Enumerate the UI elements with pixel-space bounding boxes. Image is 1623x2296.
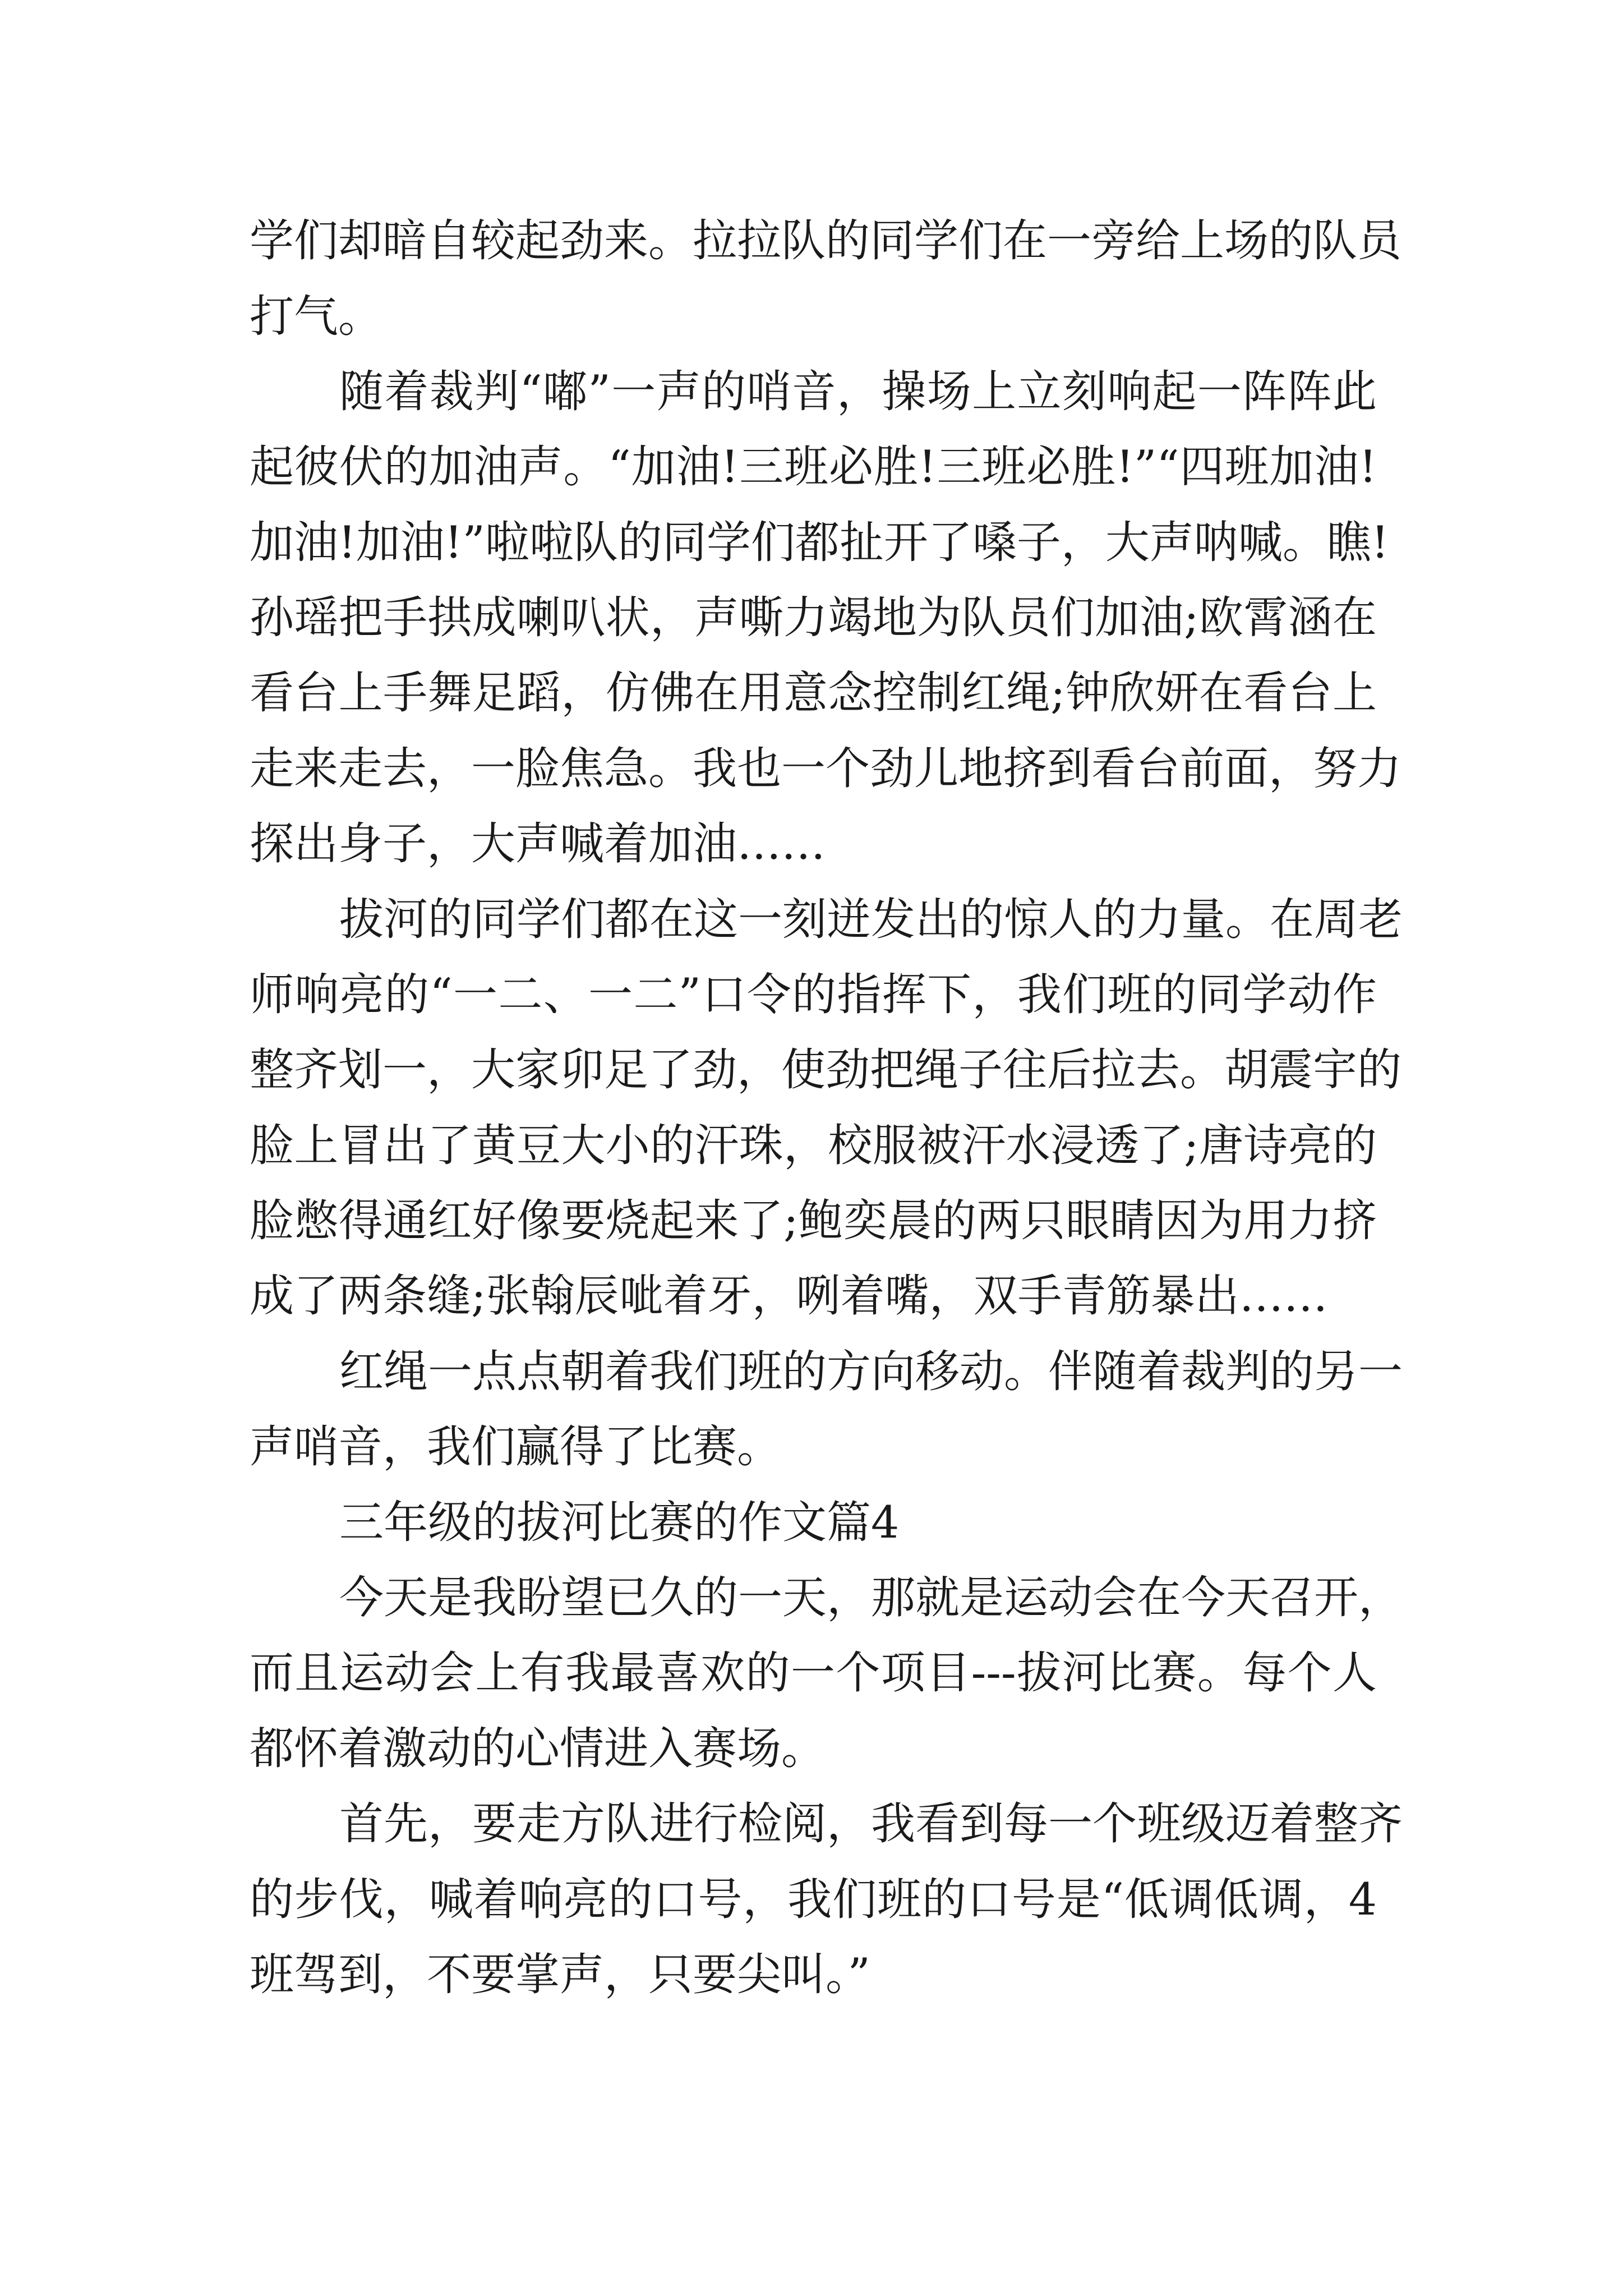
text-line: 成了两条缝;张翰辰呲着牙，咧着嘴，双手青筋暴出…… [250, 1270, 1328, 1322]
text-line: 的步伐，喊着响亮的口号，我们班的口号是“低调低调，4 [250, 1874, 1377, 1925]
paragraph-start-line: 红绳一点点朝着我们班的方向移动。伴随着裁判的另一 [339, 1346, 1403, 1397]
text-line: 走来走去，一脸焦急。我也一个劲儿地挤到看台前面，努力 [250, 743, 1401, 794]
text-line: 声哨音，我们赢得了比赛。 [250, 1421, 781, 1473]
text-line: 加油!加油!”啦啦队的同学们都扯开了嗓子，大声呐喊。瞧! [250, 517, 1389, 568]
paragraph-start-line: 拔河的同学们都在这一刻迸发出的惊人的力量。在周老 [339, 894, 1403, 945]
text-line: 班驾到，不要掌声，只要尖叫。” [250, 1949, 870, 2000]
text-line: 打气。 [250, 291, 382, 342]
text-line: 孙瑶把手拱成喇叭状，声嘶力竭地为队员们加油;欧霄涵在 [250, 592, 1377, 643]
text-line: 探出身子，大声喊着加油…… [250, 818, 826, 869]
paragraph-start-line: 首先，要走方队进行检阅，我看到每一个班级迈着整齐 [339, 1798, 1403, 1849]
section-heading: 三年级的拔河比赛的作文篇4 [339, 1497, 900, 1548]
text-line: 脸憋得通红好像要烧起来了;鲍奕晨的两只眼睛因为用力挤 [250, 1195, 1377, 1246]
text-line: 看台上手舞足蹈，仿佛在用意念控制红绳;钟欣妍在看台上 [250, 667, 1377, 719]
text-line: 都怀着激动的心情进入赛场。 [250, 1723, 826, 1774]
text-line: 起彼伏的加油声。“加油!三班必胜!三班必胜!”“四班加油! [250, 441, 1377, 493]
text-line: 脸上冒出了黄豆大小的汗珠，校服被汗水浸透了;唐诗亮的 [250, 1120, 1377, 1171]
text-line: 师响亮的“一二、一二”口令的指挥下，我们班的同学动作 [250, 969, 1377, 1020]
text-line: 整齐划一，大家卯足了劲，使劲把绳子往后拉去。胡震宇的 [250, 1044, 1401, 1096]
paragraph-start-line: 随着裁判“嘟”一声的哨音，操场上立刻响起一阵阵此 [339, 366, 1377, 417]
text-line: 学们却暗自较起劲来。拉拉队的同学们在一旁给上场的队员 [250, 215, 1401, 266]
text-line: 而且运动会上有我最喜欢的一个项目---拔河比赛。每个人 [250, 1647, 1377, 1699]
paragraph-start-line: 今天是我盼望已久的一天，那就是运动会在今天召开， [339, 1572, 1403, 1623]
